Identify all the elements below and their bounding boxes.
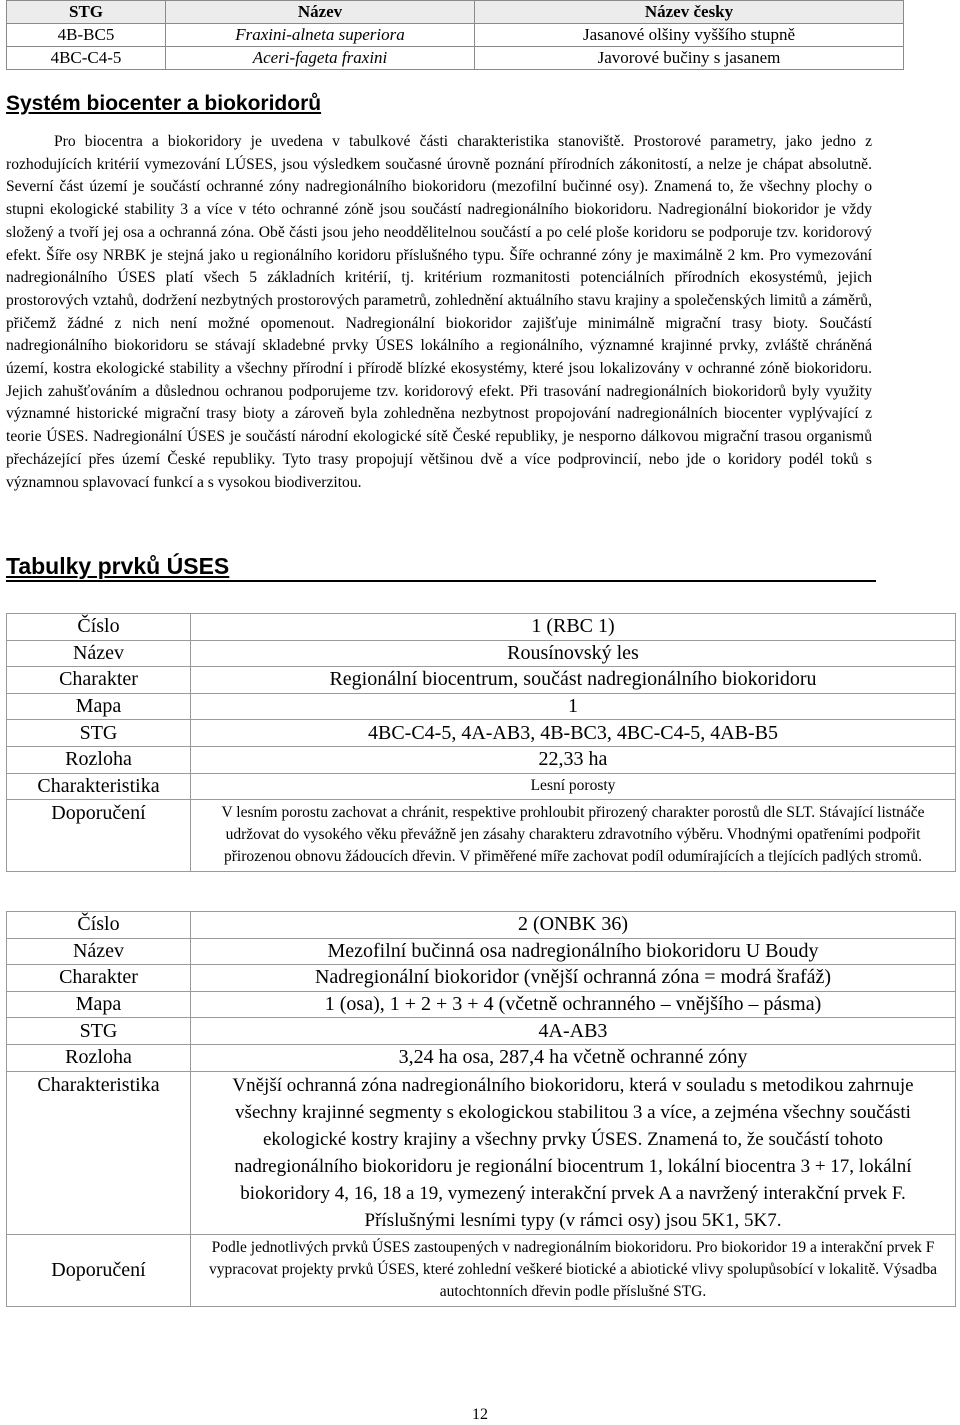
row-label: Mapa [7,693,191,720]
header-name-czech: Název česky [475,1,904,24]
row-label: Mapa [7,991,191,1018]
table-row [7,1071,956,1234]
table-row [7,693,956,720]
row-value: 22,33 ha [191,746,956,773]
row-label: Charakteristika [7,1071,191,1234]
row-value: 4BC-C4-5, 4A-AB3, 4B-BC3, 4BC-C4-5, 4AB-B5 [191,720,956,747]
table-row [7,912,956,939]
stg-czech-name: Javorové bučiny s jasanem [475,47,904,70]
row-label: Charakteristika [7,773,191,800]
table-row [7,773,956,800]
row-value: Vnější ochranná zóna nadregionálního biokoridoru, která v souladu s metodikou zahrnuje všechny krajinné segmenty s ekologickou stabilitou 3 a více, a zejména všechny součásti ekologické kostry krajiny a všechny prvky ÚSES. Znamená to, že součástí tohoto nadregionálního biokoridoru je regionální biocentrum 1, lokální biocentra 3 + 17, lokální biokoridory 4, 16, 18 a 19, vymezený interakční prvek A a navržený interakční prvek F. Příslušnými lesními typy (v rámci osy) jsou 5K1, 5K7. [191,1071,956,1234]
row-label: Charakter [7,667,191,694]
table-row [7,938,956,965]
row-label: Číslo [7,912,191,939]
row-value: Podle jednotlivých prvků ÚSES zastoupených v nadregionálním biokoridoru. Pro biokoridor 19 a interakční prvek F vypracovat projekty prvků ÚSES, které zohlední veškeré biotické a abiotické vlivy spolupůsobící v lokalitě. Výsadba autochtonních dřevin podle příslušné STG. [191,1234,956,1306]
stg-code: 4BC-C4-5 [7,47,166,70]
row-value: 1 (osa), 1 + 2 + 3 + 4 (včetně ochranného – vnějšího – pásma) [191,991,956,1018]
header-stg: STG [7,1,166,24]
stg-table-header [7,1,904,24]
row-value: V lesním porostu zachovat a chránit, respektive prohloubit přirozený charakter porostů dle SLT. Stávající listnáče udržovat do vysokého věku převážně jen zásahy charakteru zdravotního výběru. Vhodnými opatřeními podpořit přirozenou obnovu žádoucích dřevin. V přiměřené míře zachovat podíl odumírajících a tlejících padlých stromů. [191,800,956,872]
row-value: Regionální biocentrum, součást nadregionálního biokoridoru [191,667,956,694]
header-name: Název [166,1,475,24]
row-label: Doporučení [7,800,191,872]
row-value: 2 (ONBK 36) [191,912,956,939]
row-value: Nadregionální biokoridor (vnější ochranná zóna = modrá šrafáž) [191,965,956,992]
row-label: STG [7,720,191,747]
row-value: Lesní porosty [191,773,956,800]
stg-czech-name: Jasanové olšiny vyššího stupně [475,24,904,47]
table-row [7,667,956,694]
row-value: 1 [191,693,956,720]
table-row [7,746,956,773]
section-title: Systém biocenter a biokoridorů [6,92,322,115]
table-row [7,614,956,641]
paragraph: Pro biocentra a biokoridory je uvedena v tabulkové části charakteristika stanoviště. Prostorové parametry, jako jedno z rozhodujících kritérií vymezování LÚSES, jsou výsledkem současné úrovně poznání přírodních zákonitostí, a nelze je chápat absolutně. Severní část území je součástí ochranné zóny nadregionálního biokoridoru (mezofilní bučinné osy). Znamená to, že všechny plochy o stupni ekologické stability 3 a více v této ochranné zóně jsou součástí nadregionálního biokoridoru. Nadregionální biokoridor je vždy složený a tvoří jej osa a ochranná zóna. Obě části jsou jeho neoddělitelnou součástí a po celé ploše koridoru se podporuje tzv. koridorový efekt. Šíře osy NRBK je stejná jako u regionálního koridoru příslušného typu. Šíře ochranné zóny je maximálně 2 km. Pro vymezování nadregionálního ÚSES platí všech 5 základních kritérií, tj. kritérium rozmanitosti potenciálních přírodních ekosystémů, jejich prostorových vztahů, dodržení nezbytných prostorových parametrů, zohlednění aktuálního stavu krajiny a společenských limitů a záměrů, přičemž žádné z nich není možné opomenout. Nadregionální biokoridor zajišťuje minimálně migrační trasy bioty. Součástí nadregionálního biokoridoru se stávají skladebné prvky ÚSES lokálního a regionálního, významné krajinné prvky, zvláště chráněná území, kostra ekologické stability a všechny přírodní i přírodě blízké ekosystémy, které jsou lokalizovány v ochranné zóně biokoridoru. Jejich zahušťováním a důslednou ochranou podporujeme tzv. koridorový efekt. Při trasování nadregionálních biokoridorů byly využity významné historické migrační trasy bioty a zároveň byla zohledněna nezbytnost propojování nadregionálních biocenter vyplývající z teorie ÚSES. Nadregionální ÚSES je součástí národní ekologické sítě České republiky, je nesporno dálkovou migrační trasou organismů přecházející přes území České republiky. Tyto trasy propojují většinou dvě a více podprovincií, nebo jde o koridory podél toků s významnou splavovací funkcí a s vysokou biodiverzitou. [6,133,872,491]
row-value: 3,24 ha osa, 287,4 ha včetně ochranné zóny [191,1044,956,1071]
body-text [6,131,872,494]
table-row [7,24,904,47]
table-row [7,1018,956,1045]
row-label: Rozloha [7,1044,191,1071]
page-number: 12 [472,1406,488,1423]
stg-latin-name: Fraxini-alneta superiora [166,24,475,47]
row-label: Rozloha [7,746,191,773]
row-value: Mezofilní bučinná osa nadregionálního biokoridoru U Boudy [191,938,956,965]
table-row [7,1044,956,1071]
table-row [7,720,956,747]
row-value: Rousínovský les [191,640,956,667]
row-value: 1 (RBC 1) [191,614,956,641]
table-row [7,640,956,667]
tables-title [6,553,876,582]
stg-table [6,0,904,70]
row-label: Číslo [7,614,191,641]
table-row [7,47,904,70]
row-label: STG [7,1018,191,1045]
element-table-2 [6,911,956,1307]
row-label: Název [7,938,191,965]
table-row [7,1234,956,1306]
row-label: Charakter [7,965,191,992]
stg-code: 4B-BC5 [7,24,166,47]
row-label: Název [7,640,191,667]
table-row [7,800,956,872]
row-value: 4A-AB3 [191,1018,956,1045]
element-table-1 [6,613,956,872]
table-row [7,965,956,992]
stg-latin-name: Aceri-fageta fraxini [166,47,475,70]
tables-title-text: Tabulky prvků ÚSES [6,553,230,579]
row-label: Doporučení [7,1234,191,1306]
table-row [7,991,956,1018]
